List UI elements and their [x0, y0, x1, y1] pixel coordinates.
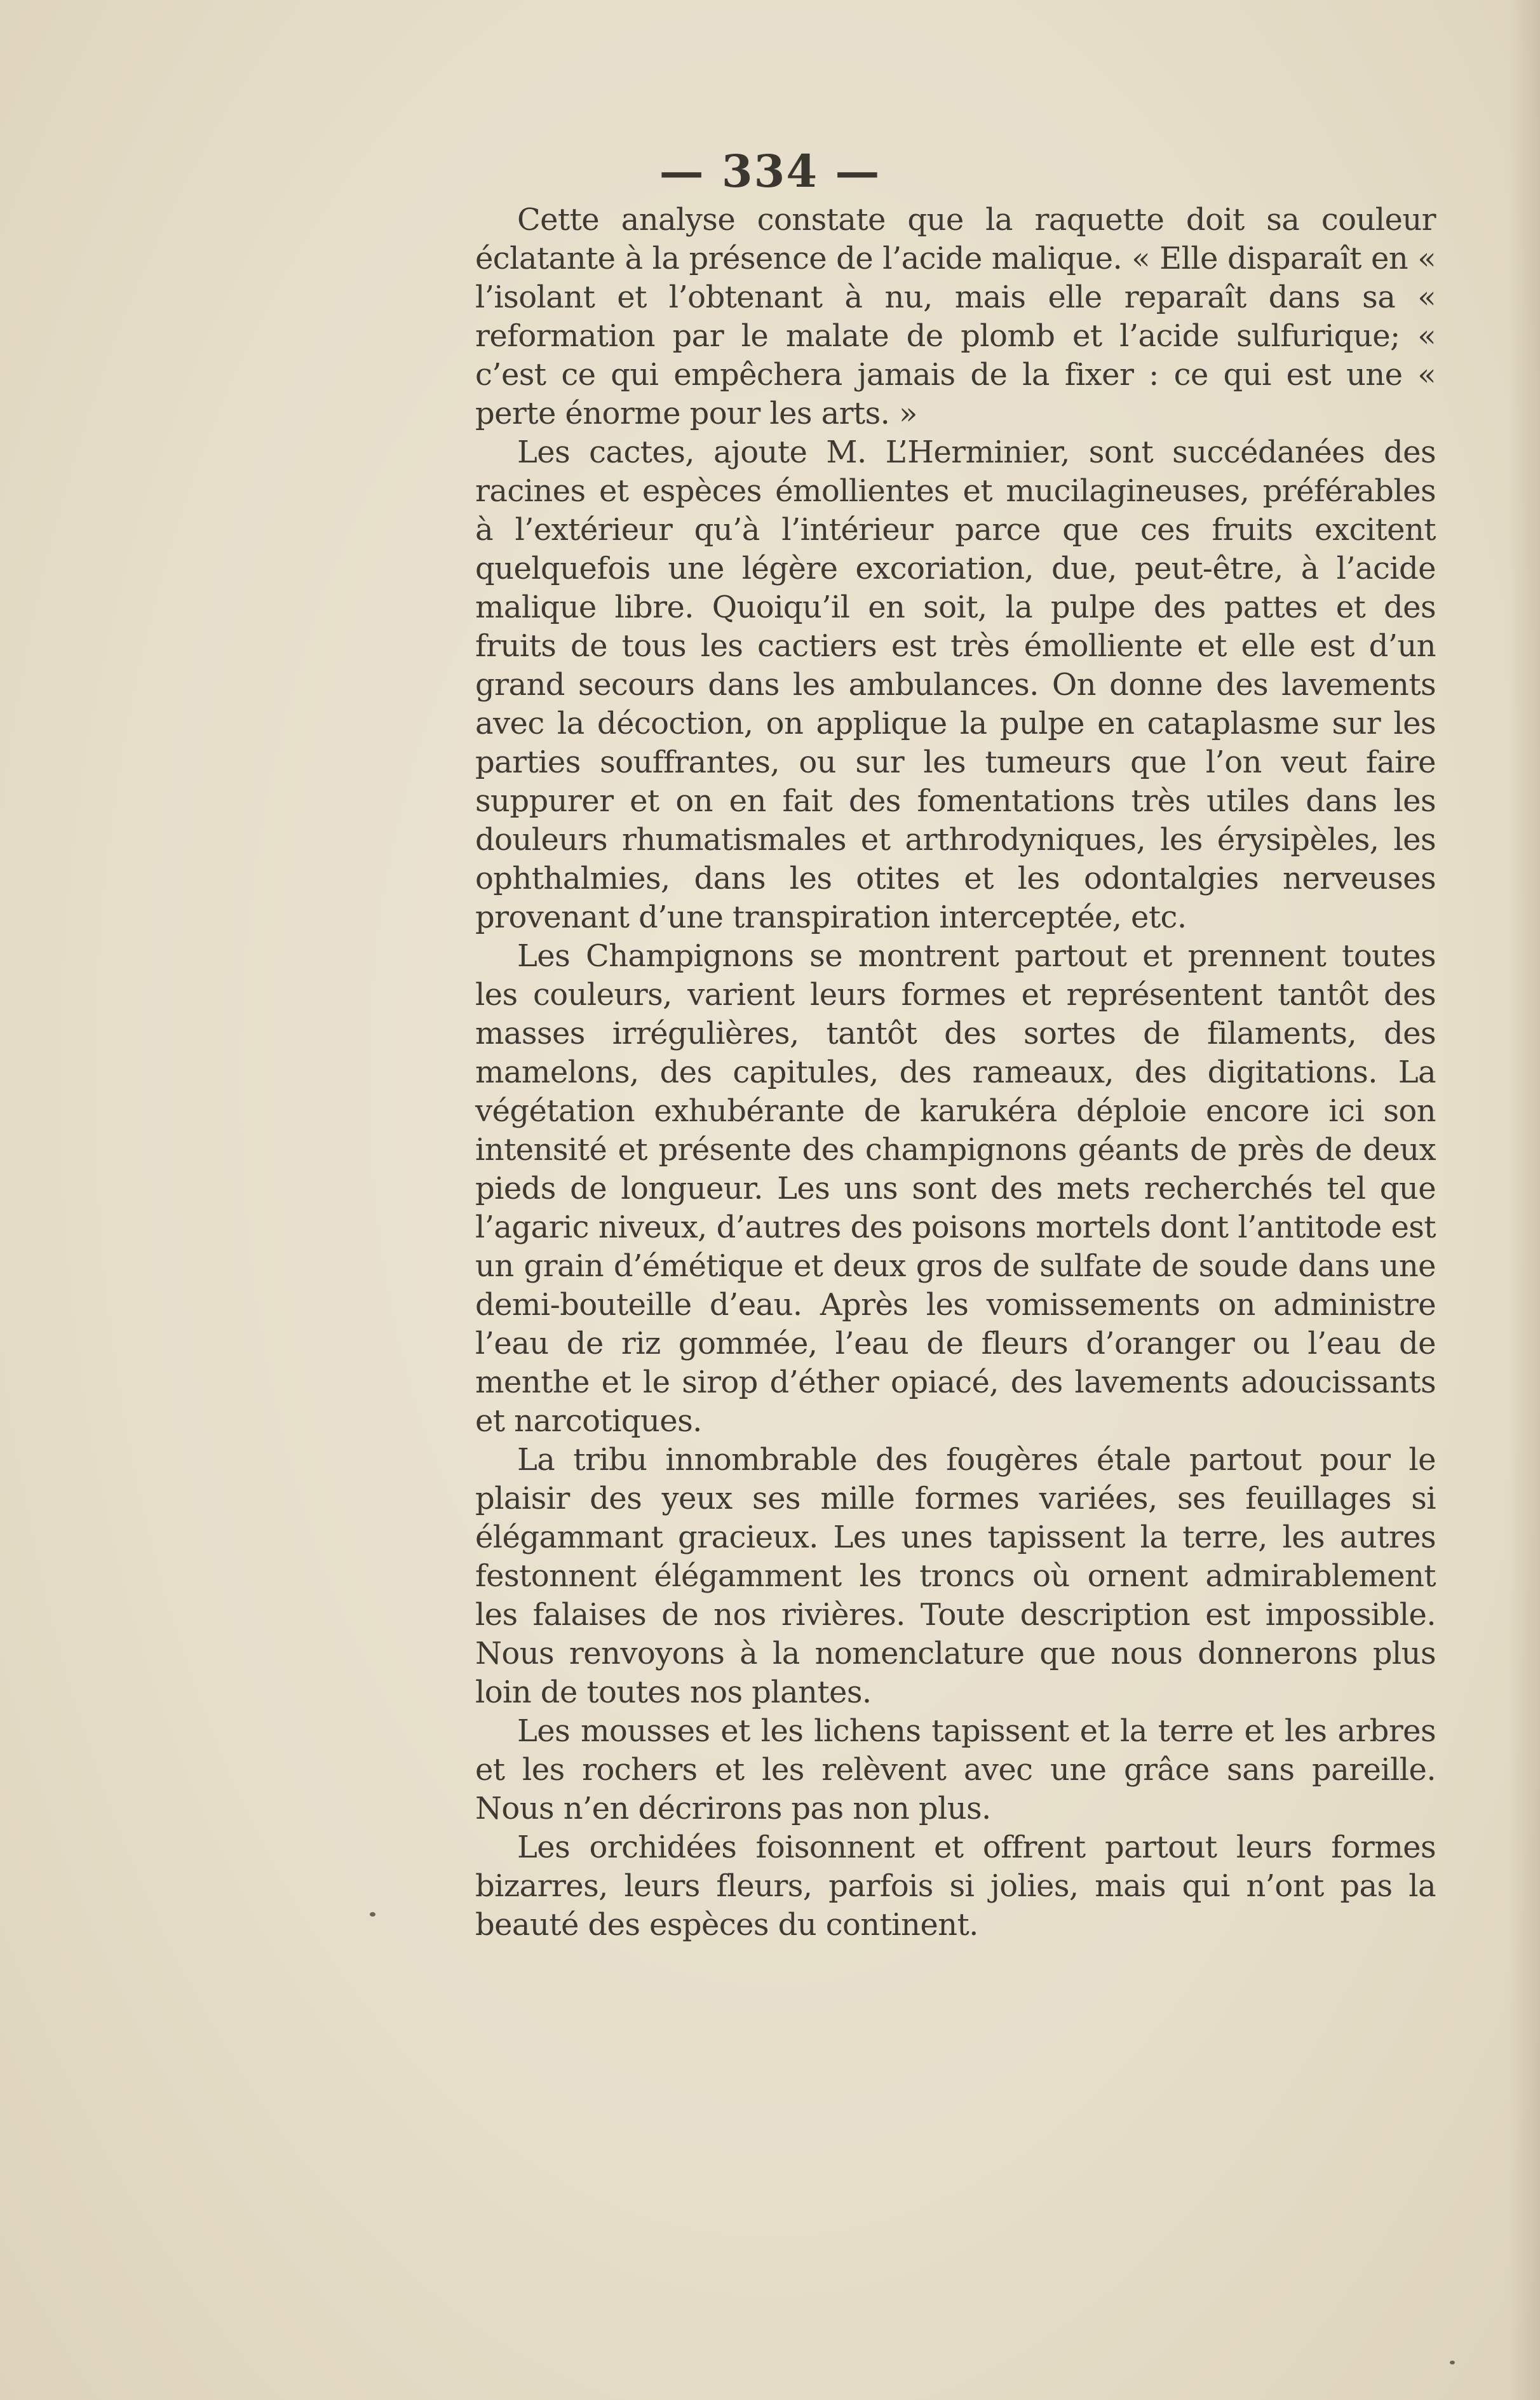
page-number: — 334 —: [659, 145, 881, 198]
paragraph-3: Les Champignons se montrent partout et prennent toutes les couleurs, varient leurs formes et représentent tantôt des masses irrégulières, tantôt des sortes de filaments, des mamelons, des capitules, des rameaux, des digitations. La végétation exhubérante de karukéra déploie encore ici son intensité et présente des champignons géants de près de deux pieds de longueur. Les uns sont des mets recherchés tel que l’agaric niveux, d’autres des poisons mortels dont l’antitode est un grain d’émétique et deux gros de sulfate de soude dans une demi-bouteille d’eau. Après les vomissements on administre l’eau de riz gommée, l’eau de fleurs d’oranger ou l’eau de menthe et le sirop d’éther opiacé, des lavements adoucissants et narcotiques.: [475, 938, 1436, 1439]
paragraph-6: Les orchidées foisonnent et offrent partout leurs formes bizarres, leurs fleurs, parfois si jolies, mais qui n’ont pas la beauté des espèces du continent.: [475, 1830, 1436, 1943]
paragraph-1: Cette analyse constate que la raquette doit sa couleur éclatante à la présence de l’acide malique. « Elle disparaît en « l’isolant et l’obtenant à nu, mais elle reparaît dans sa « reformation par le malate de plomb et l’acide sulfurique; « c’est ce qui empêchera jamais de la fixer : ce qui est une « perte énorme pour les arts. »: [475, 202, 1436, 431]
paragraph-2: Les cactes, ajoute M. L’Herminier, sont succédanées des racines et espèces émollientes et mucilagineuses, préférables à l’extérieur qu’à l’intérieur parce que ces fruits excitent quelquefois une légère excoriation, due, peut-être, à l’acide malique libre. Quoiqu’il en soit, la pulpe des pattes et des fruits de tous les cactiers est très émolliente et elle est d’un grand secours dans les ambulances. On donne des lavements avec la décoction, on applique la pulpe en cataplasme sur les parties souffrantes, ou sur les tumeurs que l’on veut faire suppurer et on en fait des fomentations très utiles dans les douleurs rhumatismales et arthrodyniques, les érysipèles, les ophthalmies, dans les otites et les odontalgies nerveuses provenant d’une transpiration interceptée, etc.: [475, 435, 1436, 935]
paragraph-4: La tribu innombrable des fougères étale partout pour le plaisir des yeux ses mille formes variées, ses feuillages si élégammant gracieux. Les unes tapissent la terre, les autres festonnent élégamment les troncs où ornent admirablement les falaises de nos rivières. Toute description est impossible. Nous renvoyons à la nomenclature que nous donnerons plus loin de toutes nos plantes.: [475, 1442, 1436, 1710]
paragraph-5: Les mousses et les lichens tapissent et la terre et les arbres et les rochers et les relèvent avec une grâce sans pareille. Nous n’en décrirons pas non plus.: [475, 1713, 1436, 1826]
body-text: [475, 201, 1436, 1945]
paper-speck: [1450, 2361, 1455, 2364]
paper-speck: [370, 1912, 375, 1917]
page-edge-shadow: [1508, 0, 1540, 2400]
